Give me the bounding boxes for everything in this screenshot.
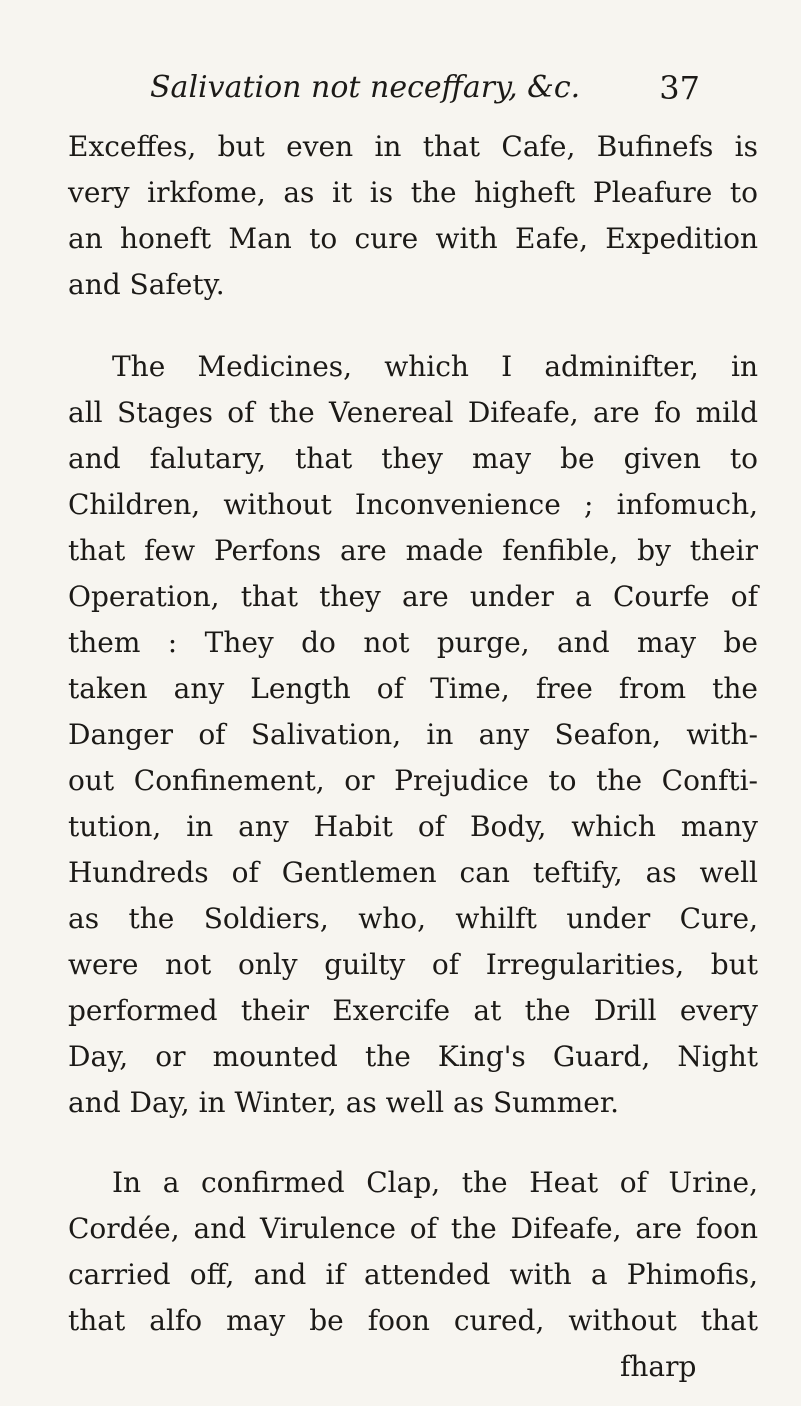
text-line: out Confinement, or Prejudice to the Confti- <box>68 764 758 797</box>
text-line: an honeft Man to cure with Eafe, Expedition <box>68 222 758 255</box>
text-line: all Stages of the Venereal Difeafe, are fo mild <box>68 396 758 429</box>
text-line: them : They do not purge, and may be <box>68 626 758 659</box>
text-line: tution, in any Habit of Body, which many <box>68 810 758 843</box>
text-line: Operation, that they are under a Courfe of <box>68 580 758 613</box>
text-line: performed their Exercife at the Drill every <box>68 994 758 1027</box>
page-header <box>150 68 700 108</box>
text-line: In a confirmed Clap, the Heat of Urine, <box>112 1166 758 1199</box>
catchword: fharp <box>620 1350 697 1383</box>
text-line: and Safety. <box>68 268 225 301</box>
text-line: and falutary, that they may be given to <box>68 442 758 475</box>
text-line: as the Soldiers, who, whilft under Cure, <box>68 902 758 935</box>
text-line: The Medicines, which I adminifter, in <box>112 350 758 383</box>
text-line: were not only guilty of Irregularities, but <box>68 948 758 981</box>
running-title: Salivation not neceffary, &c. <box>150 70 581 105</box>
text-line: that few Perfons are made fenfible, by their <box>68 534 758 567</box>
text-line: taken any Length of Time, free from the <box>68 672 758 705</box>
text-line: Hundreds of Gentlemen can teftify, as well <box>68 856 758 889</box>
text-line: Danger of Salivation, in any Seafon, with- <box>68 718 758 751</box>
text-line: Cordée, and Virulence of the Difeafe, are foon <box>68 1212 758 1245</box>
text-line: Day, or mounted the King's Guard, Night <box>68 1040 758 1073</box>
text-line: Exceffes, but even in that Cafe, Bufinefs is <box>68 130 758 163</box>
text-line: Children, without Inconvenience ; infomuch, <box>68 488 758 521</box>
text-line: that alfo may be foon cured, without that <box>68 1304 758 1337</box>
text-line: very irkfome, as it is the higheft Pleafure to <box>68 176 758 209</box>
text-line: and Day, in Winter, as well as Summer. <box>68 1086 620 1119</box>
page-number: 37 <box>659 69 700 107</box>
text-line: carried off, and if attended with a Phimofis, <box>68 1258 758 1291</box>
